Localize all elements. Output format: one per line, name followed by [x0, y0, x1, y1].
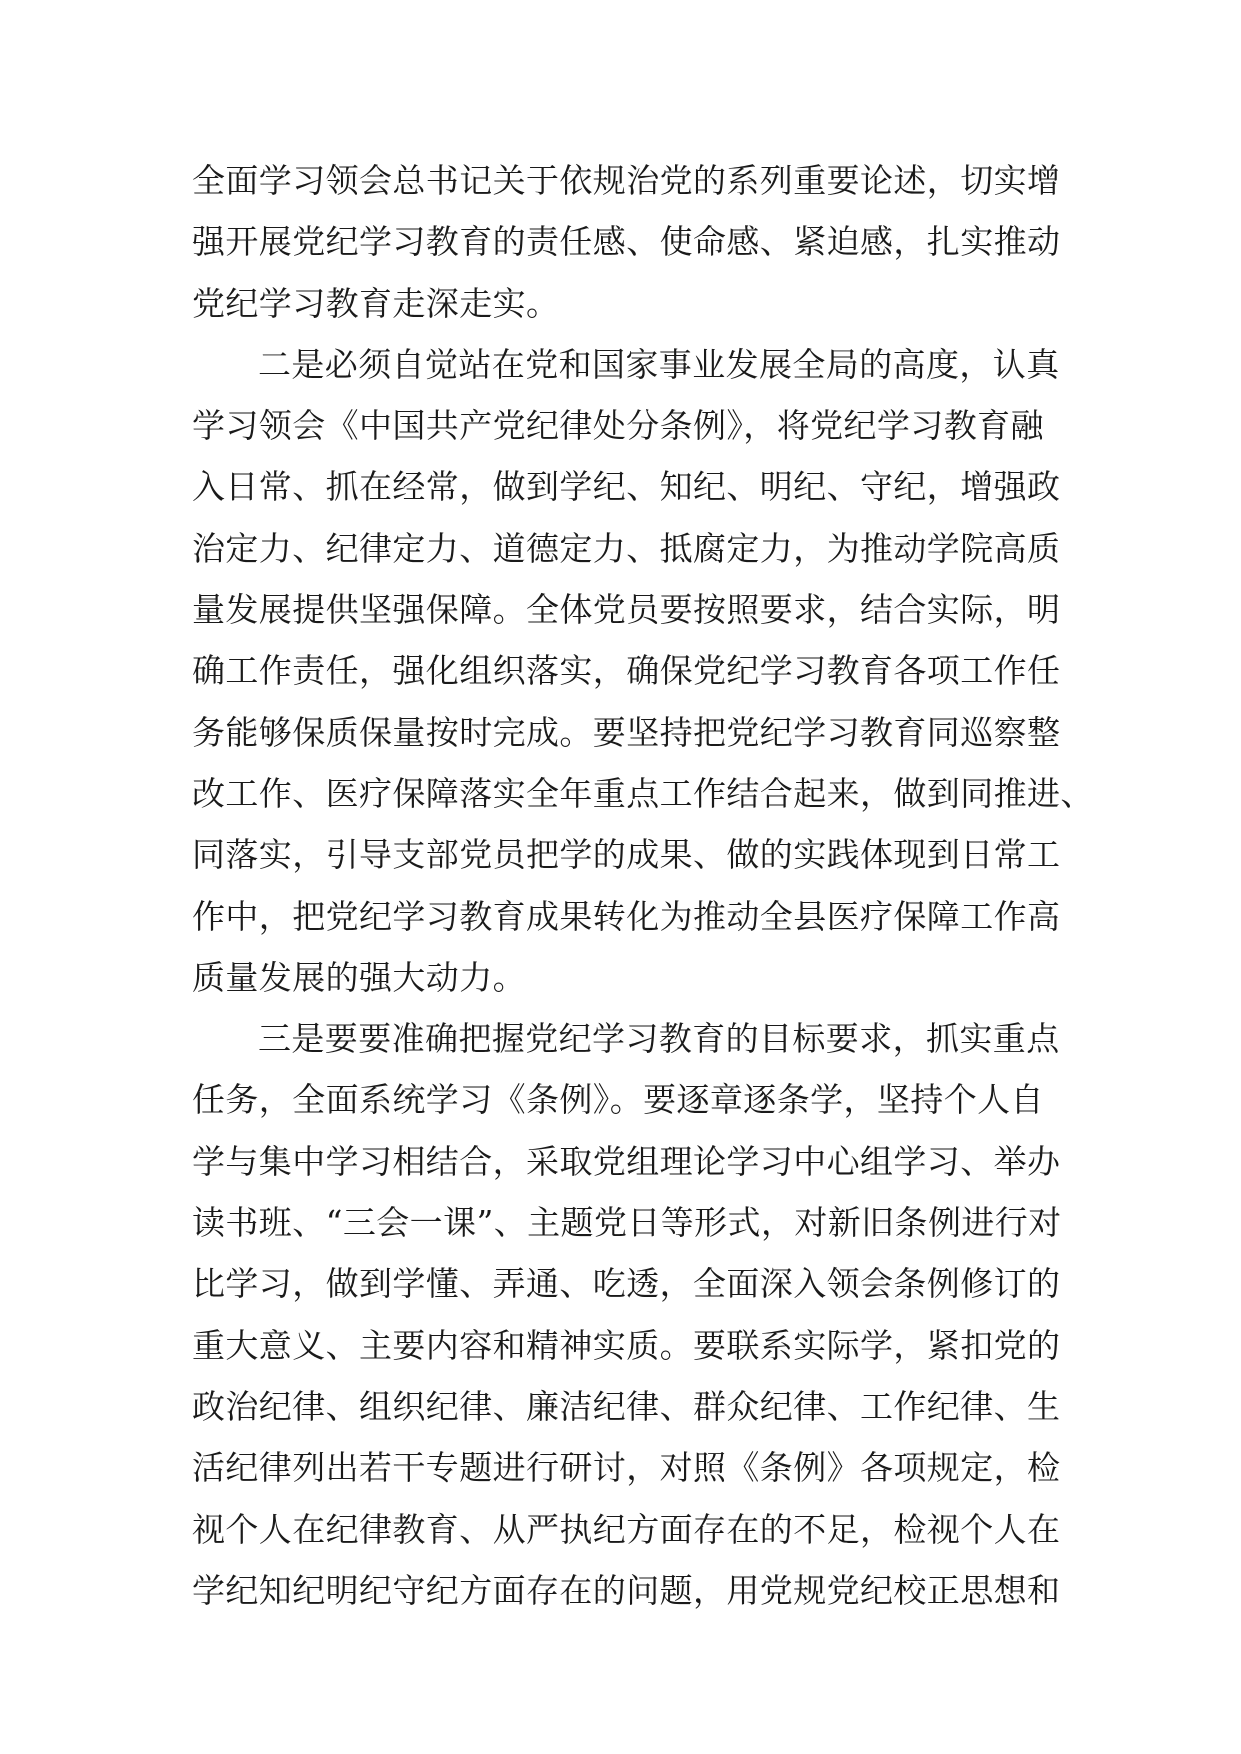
text-line: 作中，把党纪学习教育成果转化为推动全县医疗保障工作高	[192, 896, 1061, 936]
text-line: 政治纪律、组织纪律、廉洁纪律、群众纪律、工作纪律、生	[192, 1386, 1061, 1426]
paragraph-3	[192, 1008, 1062, 1621]
text-line: 质量发展的强大动力。	[192, 957, 526, 997]
text-line: 全面学习领会总书记关于依规治党的系列重要论述，切实增	[192, 161, 1061, 200]
text-line: 任务，全面系统学习《条例》。要逐章逐条学，坚持个人自	[192, 1080, 1044, 1120]
text-line: 强开展党纪学习教育的责任感、使命感、紧迫感，扎实推动	[192, 222, 1061, 262]
body-text	[192, 150, 1094, 1621]
text-line: 务能够保质保量按时完成。要坚持把党纪学习教育同巡察整	[192, 712, 1061, 752]
text-line: 入日常、抓在经常，做到学纪、知纪、明纪、守纪，增强政	[192, 467, 1061, 507]
text-line: 确工作责任，强化组织落实，确保党纪学习教育各项工作任	[192, 651, 1061, 691]
text-line: 量发展提供坚强保障。全体党员要按照要求，结合实际，明	[192, 590, 1061, 630]
text-line: 重大意义、主要内容和精神实质。要联系实际学，紧扣党的	[192, 1325, 1061, 1365]
text-line: 改工作、医疗保障落实全年重点工作结合起来，做到同推进、	[192, 773, 1094, 813]
text-line: 党纪学习教育走深走实。	[192, 283, 560, 323]
text-line: 治定力、纪律定力、道德定力、抵腐定力，为推动学院高质	[192, 528, 1061, 568]
text-line: 学与集中学习相结合，采取党组理论学习中心组学习、举办	[192, 1141, 1061, 1181]
text-line: 三是要要准确把握党纪学习教育的目标要求，抓实重点	[258, 1019, 1060, 1059]
text-line: 学纪知纪明纪守纪方面存在的问题，用党规党纪校正思想和	[192, 1570, 1061, 1610]
paragraph-2	[192, 334, 1094, 1008]
text-line: 二是必须自觉站在党和国家事业发展全局的高度，认真	[258, 344, 1060, 384]
text-line: 读书班、“三会一课”、主题党日等形式，对新旧条例进行对	[192, 1203, 1062, 1243]
text-line: 学习领会《中国共产党纪律处分条例》，将党纪学习教育融	[192, 406, 1044, 446]
text-line: 同落实，引导支部党员把学的成果、做的实践体现到日常工	[192, 835, 1061, 875]
paragraph-1	[192, 150, 1061, 334]
text-line: 活纪律列出若干专题进行研讨，对照《条例》各项规定，检	[192, 1448, 1061, 1488]
text-line: 视个人在纪律教育、从严执纪方面存在的不足，检视个人在	[192, 1509, 1061, 1549]
text-line: 比学习，做到学懂、弄通、吃透，全面深入领会条例修订的	[192, 1264, 1061, 1304]
